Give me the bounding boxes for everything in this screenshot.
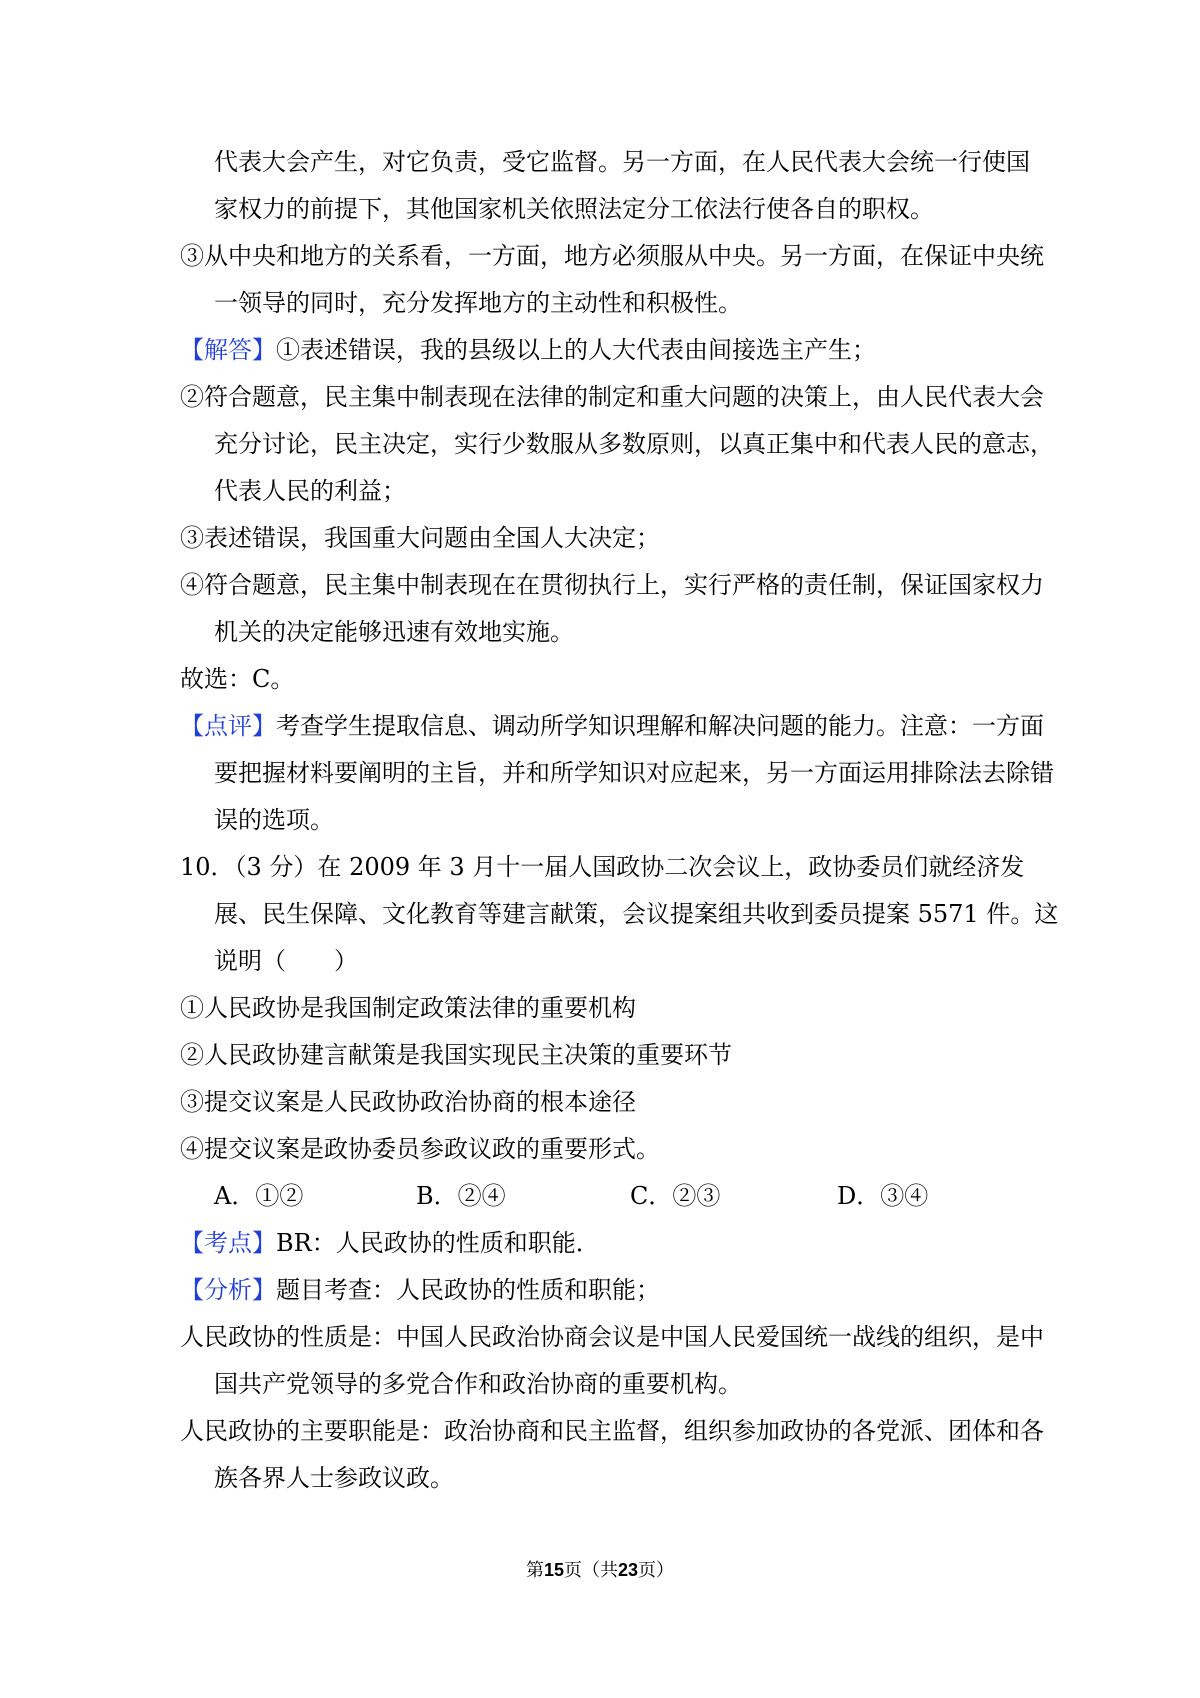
question-10-item-3: ③提交议案是人民政协政治协商的根本途径 [180,1088,636,1116]
cppcc-function: 人民政协的主要职能是：政治协商和民主监督，组织参加政协的各党派、团体和各族各界人士参政议政。 [180,1417,1044,1492]
option-a: A．①② [214,1182,304,1210]
kaodian-text: BR：人民政协的性质和职能． [276,1229,600,1257]
paragraph-central-local: ③从中央和地方的关系看，一方面，地方必须服从中央。另一方面，在保证中央统一领导的同时，充分发挥地方的主动性和积极性。 [180,242,1044,317]
answer-text-4: ④符合题意，民主集中制表现在在贯彻执行上，实行严格的责任制，保证国家权力机关的决定能够迅速有效地实施。 [180,571,1044,646]
answer-tag: 【解答】 [180,336,276,364]
answer-section [180,327,1030,374]
answer-text-3: ③表述错误，我国重大问题由全国人大决定； [180,524,660,552]
option-d: D．③④ [837,1182,929,1210]
answer-choice: 故选：C。 [180,665,295,693]
footer-page-number: 15 [543,1560,564,1580]
footer-total-pages: 23 [618,1560,639,1580]
kaodian-tag: 【考点】 [180,1229,276,1257]
question-10-item-4: ④提交议案是政协委员参政议政的重要形式。 [180,1135,660,1163]
paragraph-prev-continuation: 代表大会产生，对它负责，受它监督。另一方面，在人民代表大会统一行使国家权力的前提下，其他国家机关依照法定分工依法行使各自的职权。 [214,148,1030,223]
comment-section [180,703,1064,844]
question-10-stem: 10．（3 分）在 2009 年 3 月十一届人国政协二次会议上，政协委员们就经济发展、民生保障、文化教育等建言献策，会议提案组共收到委员提案 5571 件。这说明（ ） [180,853,1059,975]
comment-tag: 【点评】 [180,712,276,740]
option-b: B．②④ [416,1182,506,1210]
answer-text-1: ①表述错误，我的县级以上的人大代表由间接选主产生； [276,336,876,364]
question-10-item-1: ①人民政协是我国制定政策法律的重要机构 [180,994,636,1022]
footer-prefix: 第 [525,1560,544,1581]
footer-suffix: 页） [638,1560,675,1581]
fenxi-tag: 【分析】 [180,1276,276,1304]
kaodian-section [180,1220,1030,1267]
fenxi-section [180,1267,1030,1314]
question-10-item-2: ②人民政协建言献策是我国实现民主决策的重要环节 [180,1041,732,1069]
footer-mid: 页（共 [564,1560,618,1581]
answer-text-2: ②符合题意，民主集中制表现在法律的制定和重大问题的决策上，由人民代表大会充分讨论，民主决定，实行少数服从多数原则，以真正集中和代表人民的意志，代表人民的利益； [180,383,1054,505]
option-c: C．②③ [630,1182,721,1210]
page-footer [0,1558,1200,1583]
fenxi-text: 题目考查：人民政协的性质和职能； [276,1276,660,1304]
cppcc-nature: 人民政协的性质是：中国人民政治协商会议是中国人民爱国统一战线的组织，是中国共产党领导的多党合作和政治协商的重要机构。 [180,1323,1044,1398]
comment-text: 考查学生提取信息、调动所学知识理解和解决问题的能力。注意：一方面要把握材料要阐明的主旨，并和所学知识对应起来，另一方面运用排除法去除错误的选项。 [214,712,1054,834]
